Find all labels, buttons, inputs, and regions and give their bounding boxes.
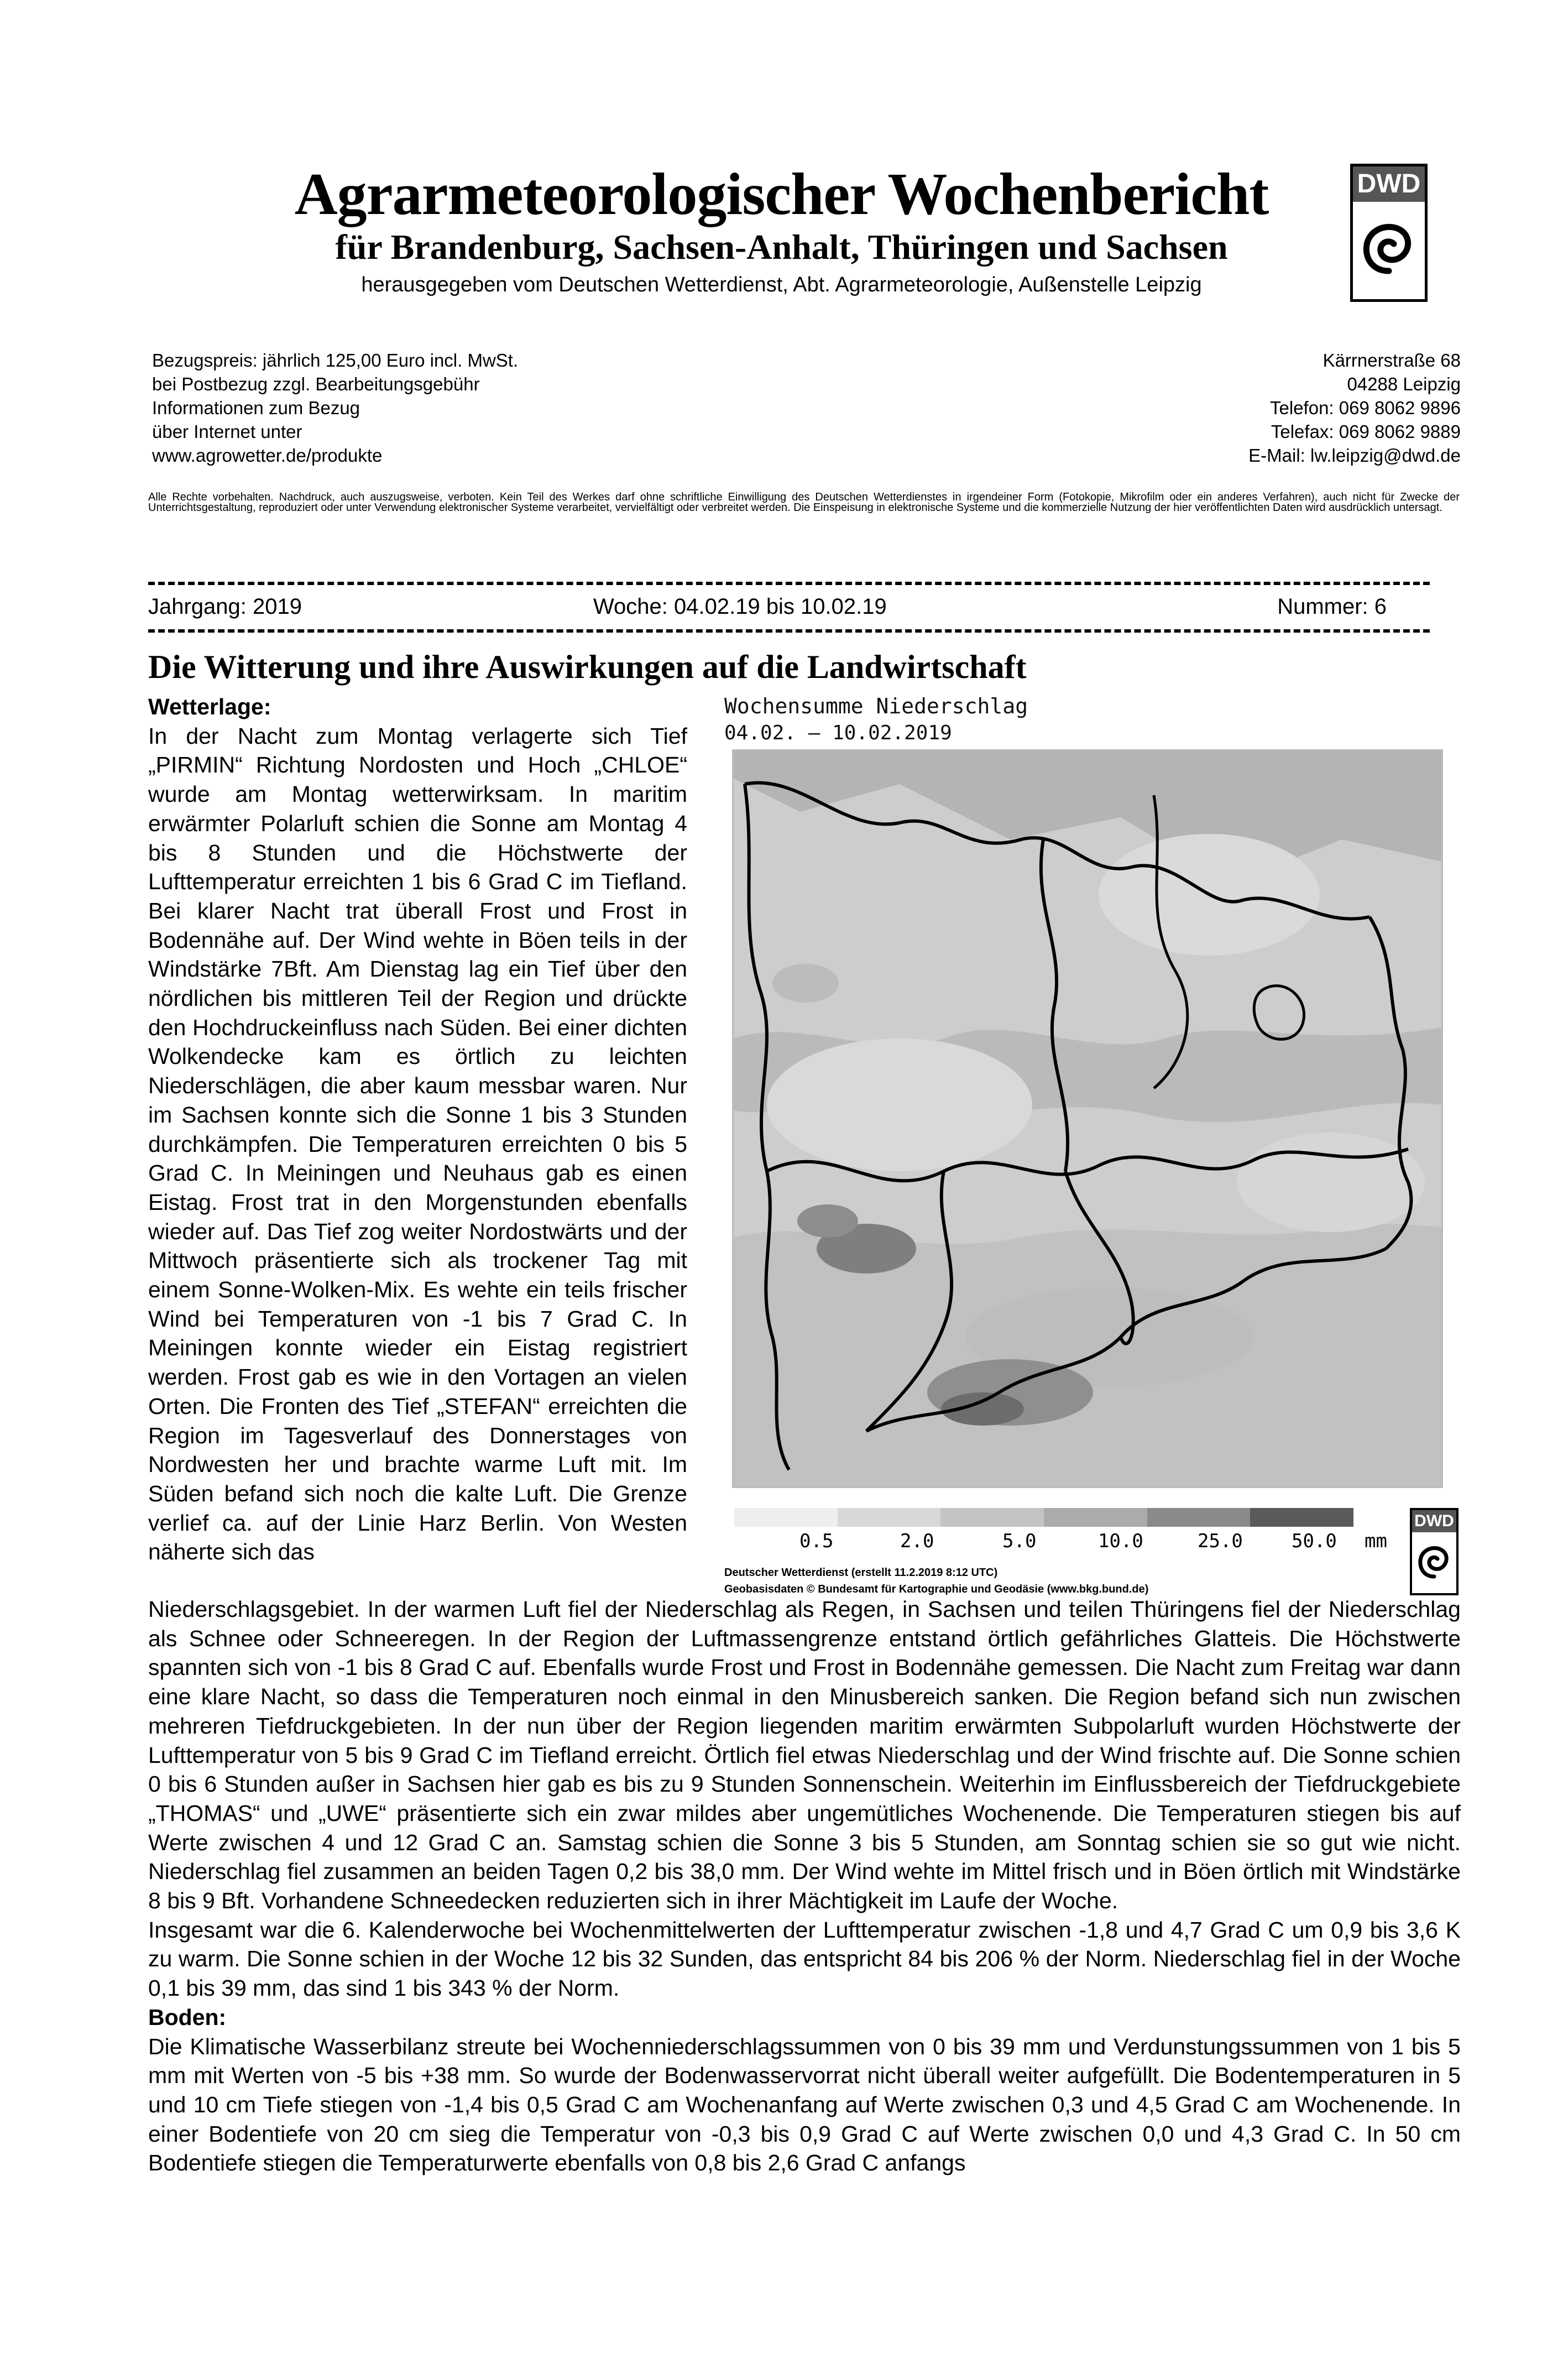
legend-label: 5.0 xyxy=(1002,1530,1037,1552)
legend-label: 10.0 xyxy=(1098,1530,1143,1552)
wetterlage-label: Wetterlage: xyxy=(148,694,271,719)
map-title: Wochensumme Niederschlag xyxy=(724,694,1028,718)
dwd-logo-text: DWD xyxy=(1353,166,1425,202)
issue-number: Nummer: 6 xyxy=(1277,594,1387,619)
subscription-line: über Internet unter xyxy=(152,421,302,442)
boden-label: Boden: xyxy=(148,2004,227,2030)
subscription-line: Bezugspreis: jährlich 125,00 Euro incl. MwSt. xyxy=(152,350,519,370)
subscription-line: Informationen zum Bezug xyxy=(152,398,360,418)
dwd-spiral-icon xyxy=(1412,1532,1456,1591)
subscription-link[interactable]: www.agrowetter.de/produkte xyxy=(152,445,383,466)
contact-email[interactable]: E-Mail: lw.leipzig@dwd.de xyxy=(1248,445,1461,466)
wetterlage-text-narrow: In der Nacht zum Montag verlagerte sich Tief „PIRMIN“ Richtung Nordosten und Hoch „CHLOE“ wurde am Montag wetterwirksam. In maritim erwärmter Polarluft schien die Sonne am Montag 4 bis 8 Stunden und die Höchstwerte der Lufttemperatur erreichten 1 bis 6 Grad C im Tiefland. Bei klarer Nacht trat überall Frost und Frost in Bodennähe auf. Der Wind wehte in Böen teils in der Windstärke 7Bft. Am Dienstag lag ein Tief über den nördlichen bis mittleren Teil der Region und drückte den Hochdruckeinfluss nach Süden. Bei einer dichten Wolkendecke kam es örtlich zu leichten Niederschlägen, die aber kaum messbar waren. Nur im Sachsen konnte sich die Sonne 1 bis 3 Stunden durchkämpfen. Die Temperaturen erreichten 0 bis 5 Grad C. In Meiningen und Neuhaus gab es einen Eistag. Frost trat in den Morgenstunden ebenfalls wieder auf. Das Tief zog weiter Nordostwärts und der Mittwoch präsentierte sich als trockener Tag mit einem Sonne-Wolken-Mix. Es wehte ein teils frischer Wind bei Temperaturen von -1 bis 7 Grad C. In Meiningen konnte wieder ein Eistag registriert werden. Frost gab es wie in den Vortagen an vielen Orten. Die Fronten des Tief „STEFAN“ erreichten die Region im Tagesverlauf des Donnerstages von Nordwesten her und brachte warme Luft mit. Im Süden befand sich noch die kalte Luft. Die Grenze verlief ca. auf der Linie Harz Berlin. Von Westen näherte sich das xyxy=(148,723,687,1565)
full-width-text xyxy=(148,1595,1461,2178)
divider-bottom xyxy=(148,629,1430,633)
document-subtitle: für Brandenburg, Sachsen-Anhalt, Thüringen und Sachsen xyxy=(335,227,1228,267)
subscription-info xyxy=(152,348,518,467)
map-credit-line-2: Geobasisdaten © Bundesamt für Kartographie und Geodäsie (www.bkg.bund.de) xyxy=(724,1583,1149,1595)
legend-label: 2.0 xyxy=(900,1530,934,1552)
dwd-logo xyxy=(1350,164,1428,302)
legend-swatch xyxy=(1147,1508,1251,1527)
legend-swatch xyxy=(1044,1508,1147,1527)
wetterlage-text-wide: Niederschlagsgebiet. In der warmen Luft fiel der Niederschlag als Regen, in Sachsen und teilen Thüringens fiel der Niederschlag als Schnee oder Schneeregen. In der Region der Luftmassengrenze entstand örtlich gefährliches Glatteis. Die Höchstwerte spannten sich von -1 bis 8 Grad C auf. Ebenfalls wurde Frost und Frost in Bodennähe gemessen. Die Nacht zum Freitag war dann eine klare Nacht, so dass die Temperaturen noch einmal in den Minusbereich sanken. Die Region befand sich nun zwischen mehreren Tiefdruckgebieten. In der nun über der Region liegenden maritim erwärmten Subpolarluft wurden Höchstwerte der Lufttemperatur von 5 bis 9 Grad C im Tiefland erreicht. Örtlich fiel etwas Niederschlag und der Wind frischte auf. Die Sonne schien 0 bis 6 Stunden außer in Sachsen hier gab es bis zu 9 Stunden Sonnenschein. Weiterhin im Einflussbereich der Tiefdruckgebiete „THOMAS“ und „UWE“ präsentierte sich ein zwar mildes aber ungemütliches Wochenende. Die Temperaturen stiegen bis auf Werte zwischen 4 und 12 Grad C an. Samstag schien die Sonne 3 bis 5 Stunden, am Sonntag schien sie so gut wie nicht. Niederschlag fiel zusammen an beiden Tagen 0,2 bis 38,0 mm. Der Wind wehte im Mittel frisch und in Böen örtlich mit Windstärke 8 bis 9 Bft. Vorhandene Schneedecken reduzierten sich in ihrer Mächtigkeit im Laufe der Woche. xyxy=(148,1596,1461,1914)
contact-line: Kärrnerstraße 68 xyxy=(1322,350,1461,370)
map-dwd-logo-text: DWD xyxy=(1412,1510,1456,1532)
boden-text: Die Klimatische Wasserbilanz streute bei Wochenniederschlagssummen von 0 bis 39 mm und Verdunstungssummen von 1 bis 5 mm mit Werten von -5 bis +38 mm. So wurde der Bodenwasservorrat nicht überall weiter aufgefüllt. Die Bodentemperaturen in 5 und 10 cm Tiefe stiegen von -1,4 bis 0,5 Grad C am Wochenanfang auf Werte zwischen 0,3 und 4,5 Grad C am Wochenende. In einer Bodentiefe von 20 cm sieg die Temperatur von -0,3 bis 0,9 Grad C auf Werte zwischen 0,0 und 4,3 Grad C. In 50 cm Bodentiefe stiegen die Temperaturwerte ebenfalls von 0,8 bis 2,6 Grad C anfangs xyxy=(148,2033,1461,2176)
subscription-line: bei Postbezug zzgl. Bearbeitungsgebühr xyxy=(152,374,480,394)
legend-swatch xyxy=(838,1508,941,1527)
publisher-line: herausgegeben vom Deutschen Wetterdienst, Abt. Agrarmeteorologie, Außenstelle Leipzig xyxy=(361,273,1202,296)
weekly-summary: Insgesamt war die 6. Kalenderwoche bei Wochenmittelwerten der Lufttemperatur zwischen -1,8 und 4,7 Grad C um 0,9 bis 3,6 K zu warm. Die Sonne schien in der Woche 12 bis 32 Sunden, das entspricht 84 bis 206 % der Norm. Niederschlag fiel in der Woche 0,1 bis 39 mm, das sind 1 bis 343 % der Norm. xyxy=(148,1917,1461,2001)
legend-unit: mm xyxy=(1365,1530,1387,1552)
legend-swatch xyxy=(1250,1508,1353,1527)
contact-info xyxy=(1183,348,1461,467)
wetterlage-column xyxy=(148,692,687,1567)
rights-notice: Alle Rechte vorbehalten. Nachdruck, auch auszugsweise, verboten. Kein Teil des Werkes darf ohne schriftliche Einwilligung des Deutschen Wetterdienstes in irgendeiner Form (Fotokopie, Mikrofilm oder ein anderes Verfahren), auch nicht für Zwecke der Unterrichtsgestaltung, reproduziert oder unter Verwendung elektronischer Systeme verarbeitet, vervielfältigt oder verbreitet werden. Die Einspeisung in elektronische Systeme und die kommerzielle Nutzung der hier veröffentlichten Daten wird ausdrücklich untersagt. xyxy=(148,491,1460,514)
legend-label: 25.0 xyxy=(1198,1530,1243,1552)
map-credit-line-1: Deutscher Wetterdienst (erstellt 11.2.2019 8:12 UTC) xyxy=(724,1567,998,1579)
divider-top xyxy=(148,582,1430,585)
issue-year: Jahrgang: 2019 xyxy=(148,594,302,619)
dwd-spiral-icon xyxy=(1353,202,1425,296)
legend-label: 0.5 xyxy=(799,1530,834,1552)
document-title: Agrarmeteorologischer Wochenbericht xyxy=(294,161,1269,227)
legend-swatch xyxy=(734,1508,838,1527)
precipitation-map xyxy=(732,749,1443,1488)
map-dwd-logo xyxy=(1410,1508,1459,1595)
legend-label: 50.0 xyxy=(1292,1530,1337,1552)
legend-swatch xyxy=(940,1508,1044,1527)
section-heading: Die Witterung und ihre Auswirkungen auf die Landwirtschaft xyxy=(148,649,1027,685)
map-period: 04.02. – 10.02.2019 xyxy=(724,722,952,744)
contact-fax: Telefax: 069 8062 9889 xyxy=(1271,421,1461,442)
region-map-image xyxy=(734,751,1441,1486)
contact-line: 04288 Leipzig xyxy=(1347,374,1461,394)
issue-week: Woche: 04.02.19 bis 10.02.19 xyxy=(593,594,887,619)
precipitation-map-figure xyxy=(724,694,1460,1606)
map-legend-labels xyxy=(734,1530,1387,1554)
contact-phone: Telefon: 069 8062 9896 xyxy=(1270,398,1461,418)
map-legend-bar xyxy=(734,1508,1353,1527)
